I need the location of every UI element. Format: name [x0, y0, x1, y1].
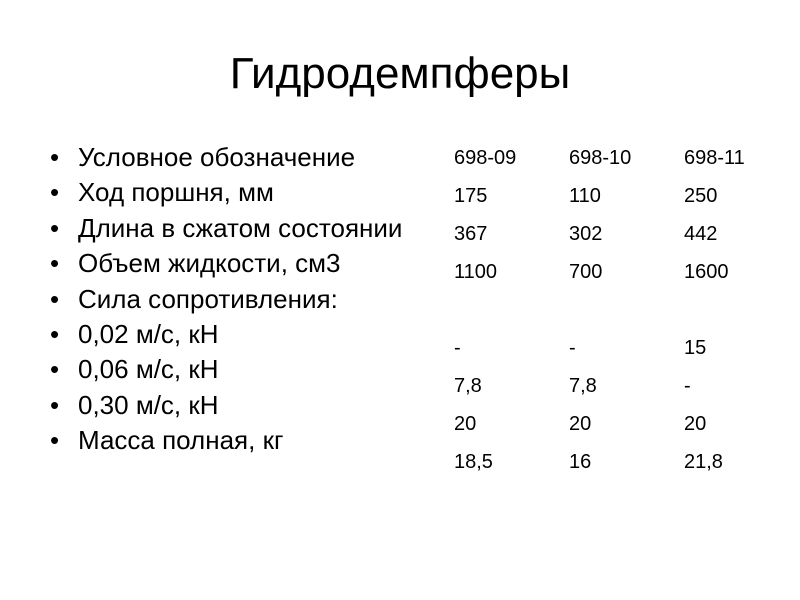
table-row [454, 222, 774, 260]
table-cell: 698-09 [454, 147, 517, 169]
slide-title: Гидродемпферы [229, 49, 571, 98]
table-cell: 698-10 [569, 147, 632, 169]
table-row [454, 450, 774, 488]
table-cell [684, 298, 774, 336]
table-cell: 367 [454, 223, 488, 245]
bullet-icon: • [50, 389, 60, 420]
table-cell: 698-11 [684, 147, 745, 169]
table-cell: - [684, 375, 691, 397]
table-cell: 1100 [454, 261, 498, 283]
table-cell: 18,5 [454, 451, 493, 473]
table-cell: 250 [684, 185, 718, 207]
list-item-label: Сила сопротивления: [78, 283, 338, 314]
list-item [48, 354, 428, 384]
table-cell: 7,8 [569, 375, 597, 397]
list-item-label: Масса полная, кг [78, 425, 284, 456]
table-cell: 175 [454, 185, 488, 207]
bullet-icon: • [50, 354, 60, 385]
table-row [454, 298, 774, 336]
table-cell: 15 [684, 337, 707, 359]
bullet-icon: • [50, 177, 60, 208]
list-item-label: Объем жидкости, см3 [78, 248, 341, 279]
list-item-label: Ход поршня, мм [78, 177, 274, 208]
list-item [48, 142, 428, 172]
table-row [454, 146, 774, 184]
bullet-icon: • [50, 248, 60, 279]
list-item [48, 248, 428, 278]
parameter-list [48, 142, 428, 461]
table-cell: 21,8 [684, 451, 723, 473]
table-row [454, 184, 774, 222]
table-cell [569, 298, 684, 336]
specs-table [454, 146, 774, 488]
table-cell: 1600 [684, 261, 729, 283]
table-cell: 302 [569, 223, 603, 245]
list-item-label: 0,06 м/с, кН [78, 354, 219, 385]
table-cell [454, 298, 569, 336]
list-item [48, 177, 428, 207]
table-cell: 442 [684, 223, 718, 245]
table-row [454, 412, 774, 450]
list-item-label: Длина в сжатом состоянии [78, 212, 403, 243]
table-row [454, 374, 774, 412]
table-cell: 20 [454, 413, 477, 435]
table-cell: 20 [684, 413, 707, 435]
table-cell: 7,8 [454, 375, 482, 397]
list-item [48, 425, 428, 455]
bullet-icon: • [50, 142, 60, 172]
table-cell: - [569, 337, 576, 359]
table-cell: - [454, 337, 461, 359]
table-cell: 110 [569, 185, 601, 207]
table-cell: 700 [569, 261, 603, 283]
bullet-icon: • [50, 283, 60, 314]
list-item-label: 0,30 м/с, кН [78, 389, 219, 420]
bullet-icon: • [50, 425, 60, 456]
table-cell: 16 [569, 451, 592, 473]
list-item [48, 284, 428, 314]
list-item-label: Условное обозначение [78, 142, 356, 172]
bullet-icon: • [50, 318, 60, 349]
list-item [48, 213, 428, 243]
bullet-icon: • [50, 212, 60, 243]
table-row [454, 336, 774, 374]
list-item-label: 0,02 м/с, кН [78, 318, 219, 349]
table-row [454, 260, 774, 298]
table-cell: 20 [569, 413, 592, 435]
list-item [48, 390, 428, 420]
list-item [48, 319, 428, 349]
